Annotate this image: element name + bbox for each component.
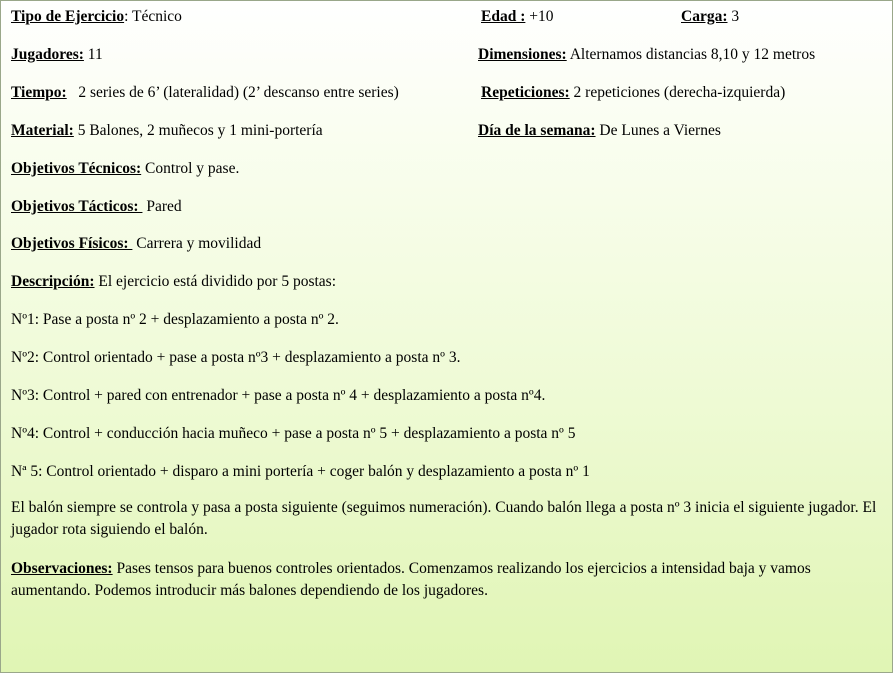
tiempo-label: Tiempo:	[11, 84, 67, 101]
observaciones	[11, 558, 877, 602]
posta-1: Nº1: Pase a posta nº 2 + desplazamiento a posta nº 2.	[11, 311, 339, 328]
material-field	[11, 122, 323, 140]
dimensiones-value: Alternamos distancias 8,10 y 12 metros	[566, 46, 816, 63]
objetivos-tacticos-value: Pared	[142, 198, 182, 215]
dia-value: De Lunes a Viernes	[595, 122, 721, 139]
objetivos-tacticos	[11, 198, 182, 216]
posta-4: Nº4: Control + conducción hacia muñeco + pase a posta nº 5 + desplazamiento a posta nº 5	[11, 425, 576, 442]
tiempo-value: 2 series de 6’ (lateralidad) (2’ descanso entre series)	[66, 84, 399, 101]
objetivos-tecnicos-label: Objetivos Técnicos:	[11, 160, 142, 177]
objetivos-fisicos-value: Carrera y movilidad	[132, 235, 262, 252]
material-label: Material:	[11, 122, 74, 139]
repeticiones-field	[481, 84, 785, 102]
descripcion-value: El ejercicio está dividido por 5 postas:	[94, 273, 336, 290]
tipo-sep: :	[124, 8, 129, 25]
dia-label: Día de la semana:	[478, 122, 596, 139]
jugadores-field	[11, 46, 103, 64]
tiempo-field	[11, 84, 399, 102]
observaciones-value: Pases tensos para buenos controles orientados. Comenzamos realizando los ejercicios a intensidad baja y vamos aumentando. Podemos introducir más balones dependiendo de los jugadores.	[11, 560, 811, 599]
dimensiones-label: Dimensiones:	[478, 46, 567, 63]
carga-value: 3	[727, 8, 740, 25]
observaciones-label: Observaciones:	[11, 560, 113, 577]
carga-field	[681, 8, 739, 26]
edad-label: Edad :	[481, 8, 526, 25]
repeticiones-label: Repeticiones:	[481, 84, 570, 101]
descripcion-label: Descripción:	[11, 273, 95, 290]
posta-2: Nº2: Control orientado + pase a posta nº3 + desplazamiento a posta nº 3.	[11, 349, 461, 366]
posta-5: Nª 5: Control orientado + disparo a mini portería + coger balón y desplazamiento a posta nº 1	[11, 463, 590, 480]
descripcion	[11, 273, 336, 291]
edad-field	[481, 8, 554, 26]
jugadores-label: Jugadores:	[11, 46, 84, 63]
dimensiones-field	[478, 46, 815, 64]
edad-value: +10	[525, 8, 554, 25]
jugadores-value: 11	[83, 46, 103, 63]
repeticiones-value: 2 repeticiones (derecha-izquierda)	[569, 84, 786, 101]
objetivos-tacticos-label: Objetivos Tácticos:	[11, 198, 143, 215]
tipo-field	[11, 8, 182, 26]
tipo-label: Tipo de Ejercicio	[11, 8, 125, 25]
dia-field	[478, 122, 721, 140]
objetivos-fisicos-label: Objetivos Físicos:	[11, 235, 133, 252]
objetivos-tecnicos-value: Control y pase.	[141, 160, 240, 177]
rotation-note: El balón siempre se controla y pasa a posta siguiente (seguimos numeración). Cuando balón llega a posta nº 3 inicia el siguiente jugador. El jugador rota siguiendo el balón.	[11, 499, 877, 538]
objetivos-fisicos	[11, 235, 261, 253]
carga-label: Carga:	[681, 8, 728, 25]
tipo-value: Técnico	[128, 8, 182, 25]
objetivos-tecnicos	[11, 160, 239, 178]
posta-3: Nº3: Control + pared con entrenador + pase a posta nº 4 + desplazamiento a posta nº4.	[11, 387, 546, 404]
material-value: 5 Balones, 2 muñecos y 1 mini-portería	[73, 122, 323, 139]
